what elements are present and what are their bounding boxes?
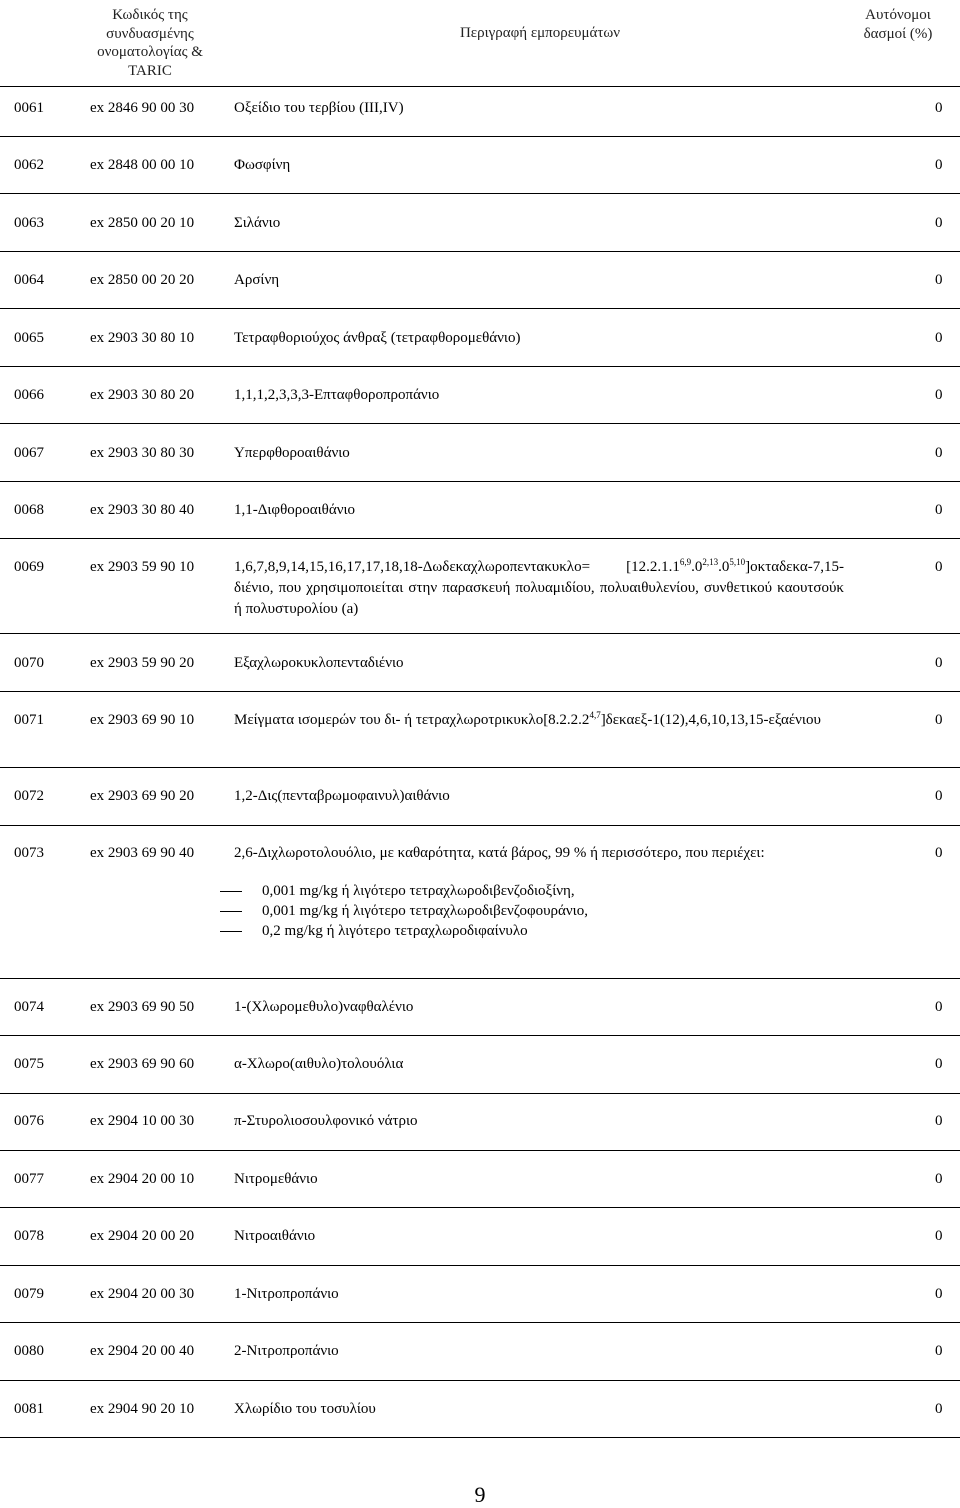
row-duty: 0 — [935, 1401, 943, 1417]
row-code: ex 2903 30 80 20 — [90, 387, 195, 403]
row-number: 0067 — [14, 445, 44, 461]
row-description: π-Στυρολιοσουλφονικό νάτριο — [234, 1113, 418, 1129]
row-duty: 0 — [935, 215, 943, 231]
row-divider — [0, 308, 960, 309]
row-description: 2-Νιτροπροπάνιο — [234, 1343, 339, 1359]
row-code: ex 2850 00 20 10 — [90, 215, 195, 231]
row-divider — [0, 978, 960, 979]
row-code: ex 2846 90 00 30 — [90, 100, 195, 116]
row-duty: 0 — [935, 1343, 943, 1359]
row-number: 0080 — [14, 1343, 44, 1359]
description-text: Μείγματα ισομερών του δι- ή τετραχλωροτρικυκλο[8.2.2.2 — [234, 712, 590, 728]
row-code: ex 2904 20 00 30 — [90, 1286, 195, 1302]
header-duty-column — [848, 6, 948, 43]
list-item — [220, 881, 588, 901]
row-divider — [0, 1150, 960, 1151]
row-number: 0075 — [14, 1056, 44, 1072]
description-text: 1,6,7,8,9,14,15,16,17,17,18,18-Δωδεκαχλωροπεντακυκλο= [12.2.1.1 — [234, 559, 680, 575]
superscript: 6,9 — [679, 557, 692, 567]
row-duty: 0 — [935, 272, 943, 288]
row-description: 1,1,1,2,3,3,3-Επταφθοροπροπάνιο — [234, 387, 440, 403]
row-description — [234, 557, 844, 620]
row-duty: 0 — [935, 1228, 943, 1244]
row-description: Τετραφθοριούχος άνθραξ (τετραφθορομεθάνιο) — [234, 330, 521, 346]
row-description: Χλωρίδιο του τοσυλίου — [234, 1401, 376, 1417]
row-duty: 0 — [935, 157, 943, 173]
dash-bullet — [220, 931, 242, 932]
row-duty: 0 — [935, 387, 943, 403]
header-code-line: ονοματολογίας & — [97, 44, 203, 60]
row-number: 0078 — [14, 1228, 44, 1244]
row-number: 0081 — [14, 1401, 44, 1417]
row-code: ex 2903 30 80 10 — [90, 330, 195, 346]
header-code-line: TARIC — [128, 62, 172, 79]
row-code: ex 2903 69 90 60 — [90, 1056, 195, 1072]
row-number: 0061 — [14, 100, 44, 116]
row-description: Σιλάνιο — [234, 215, 281, 231]
row-number: 0065 — [14, 330, 44, 346]
row-code: ex 2903 69 90 20 — [90, 788, 195, 804]
header-code-line: Κωδικός της — [112, 7, 188, 23]
row-code: ex 2848 00 00 10 — [90, 157, 195, 173]
description-text: .0 — [691, 559, 703, 575]
row-number: 0072 — [14, 788, 44, 804]
row-description: Νιτροαιθάνιο — [234, 1228, 316, 1244]
row-divider — [0, 633, 960, 634]
row-code: ex 2904 20 00 10 — [90, 1171, 195, 1187]
row-description: 1-Νιτροπροπάνιο — [234, 1286, 339, 1302]
row-duty: 0 — [935, 845, 943, 861]
row-divider — [0, 423, 960, 424]
row-code: ex 2903 69 90 50 — [90, 999, 195, 1015]
superscript: 4,7 — [589, 710, 601, 720]
row-duty: 0 — [935, 712, 943, 728]
row-number: 0076 — [14, 1113, 44, 1129]
row-code: ex 2903 59 90 10 — [90, 559, 195, 575]
row-number: 0077 — [14, 1171, 44, 1187]
row-code: ex 2903 30 80 40 — [90, 502, 195, 518]
header-code-line: συνδυασμένης — [106, 25, 194, 42]
row-description: α-Χλωρο(αιθυλο)τολουόλια — [234, 1056, 404, 1072]
row-duty: 0 — [935, 445, 943, 461]
superscript: 2,13 — [702, 557, 719, 567]
row-description: 2,6-Διχλωροτολουόλιο, με καθαρότητα, κατά βάρος, 99 % ή περισσότερο, που περιέχει: — [234, 845, 765, 861]
header-duty-line: δασμοί (%) — [863, 25, 933, 42]
row-divider — [0, 691, 960, 692]
row-divider — [0, 481, 960, 482]
list-item-text: 0,2 mg/kg ή λιγότερο τετραχλωροδιφαίνυλο — [262, 923, 528, 939]
row-code: ex 2903 69 90 40 — [90, 845, 195, 861]
row-divider — [0, 193, 960, 194]
header-divider — [0, 86, 960, 87]
row-code: ex 2904 10 00 30 — [90, 1113, 195, 1129]
row-divider — [0, 1265, 960, 1266]
row-divider — [0, 251, 960, 252]
row-code: ex 2903 59 90 20 — [90, 655, 195, 671]
row-divider — [0, 1035, 960, 1036]
dash-bullet — [220, 891, 242, 892]
header-duty-line: Αυτόνομοι — [865, 7, 931, 23]
row-number: 0066 — [14, 387, 44, 403]
list-item-text: 0,001 mg/kg ή λιγότερο τετραχλωροδιβενζοφουράνιο, — [262, 903, 588, 919]
list-item — [220, 901, 588, 921]
row-description: Εξαχλωροκυκλοπενταδιένιο — [234, 655, 404, 671]
row-number: 0071 — [14, 712, 44, 728]
row-divider — [0, 1380, 960, 1381]
row-divider — [0, 1093, 960, 1094]
row-number: 0064 — [14, 272, 44, 288]
impurity-list — [220, 881, 588, 941]
row-duty: 0 — [935, 788, 943, 804]
row-divider — [0, 1322, 960, 1323]
description-text: ]δεκαεξ-1(12),4,6,10,13,15-εξαένιου — [600, 712, 821, 728]
row-duty: 0 — [935, 1171, 943, 1187]
row-duty: 0 — [935, 655, 943, 671]
row-code: ex 2904 20 00 40 — [90, 1343, 195, 1359]
row-number: 0073 — [14, 845, 44, 861]
row-duty: 0 — [935, 330, 943, 346]
row-duty: 0 — [935, 1056, 943, 1072]
row-code: ex 2903 30 80 30 — [90, 445, 195, 461]
page-number: 9 — [474, 1482, 486, 1507]
row-duty: 0 — [935, 502, 943, 518]
row-description: Νιτρομεθάνιο — [234, 1171, 318, 1187]
row-description: Οξείδιο του τερβίου (III,IV) — [234, 100, 404, 116]
row-code: ex 2904 90 20 10 — [90, 1401, 195, 1417]
description-text: ]οκταδεκα-7,15-διένιο, που χρησιμοποιείται στην παρασκευή πολυαμιδίου, πολυαιθυλενίου, συνθετικού καουτσούκ ή πολυστυρολίου (a) — [234, 559, 844, 617]
row-divider — [0, 136, 960, 137]
row-duty: 0 — [935, 1286, 943, 1302]
row-code: ex 2850 00 20 20 — [90, 272, 195, 288]
row-description — [234, 710, 844, 731]
header-description-column: Περιγραφή εμπορευμάτων — [459, 25, 621, 41]
row-duty: 0 — [935, 999, 943, 1015]
row-divider — [0, 825, 960, 826]
row-divider — [0, 767, 960, 768]
row-divider — [0, 366, 960, 367]
row-code: ex 2903 69 90 10 — [90, 712, 195, 728]
description-text: .0 — [718, 559, 730, 575]
row-number: 0069 — [14, 559, 44, 575]
row-number: 0074 — [14, 999, 44, 1015]
row-divider — [0, 538, 960, 539]
row-divider — [0, 1437, 960, 1438]
row-number: 0070 — [14, 655, 44, 671]
dash-bullet — [220, 911, 242, 912]
row-duty: 0 — [935, 1113, 943, 1129]
row-divider — [0, 1207, 960, 1208]
row-code: ex 2904 20 00 20 — [90, 1228, 195, 1244]
row-duty: 0 — [935, 100, 943, 116]
row-description: 1,2-Δις(πενταβρωμοφαινυλ)αιθάνιο — [234, 788, 450, 804]
header-code-column — [85, 6, 215, 80]
row-number: 0063 — [14, 215, 44, 231]
list-item-text: 0,001 mg/kg ή λιγότερο τετραχλωροδιβενζοδιοξίνη, — [262, 883, 575, 899]
row-description: 1-(Χλωρομεθυλο)ναφθαλένιο — [234, 999, 414, 1015]
row-description: Φωσφίνη — [234, 157, 291, 173]
row-description: Αρσίνη — [234, 272, 280, 288]
row-number: 0062 — [14, 157, 44, 173]
superscript: 5,10 — [729, 557, 746, 567]
row-number: 0079 — [14, 1286, 44, 1302]
row-duty: 0 — [935, 559, 943, 575]
row-description: Υπερφθοροαιθάνιο — [234, 445, 350, 461]
row-description: 1,1-Διφθοροαιθάνιο — [234, 502, 356, 518]
list-item — [220, 921, 588, 941]
row-number: 0068 — [14, 502, 44, 518]
